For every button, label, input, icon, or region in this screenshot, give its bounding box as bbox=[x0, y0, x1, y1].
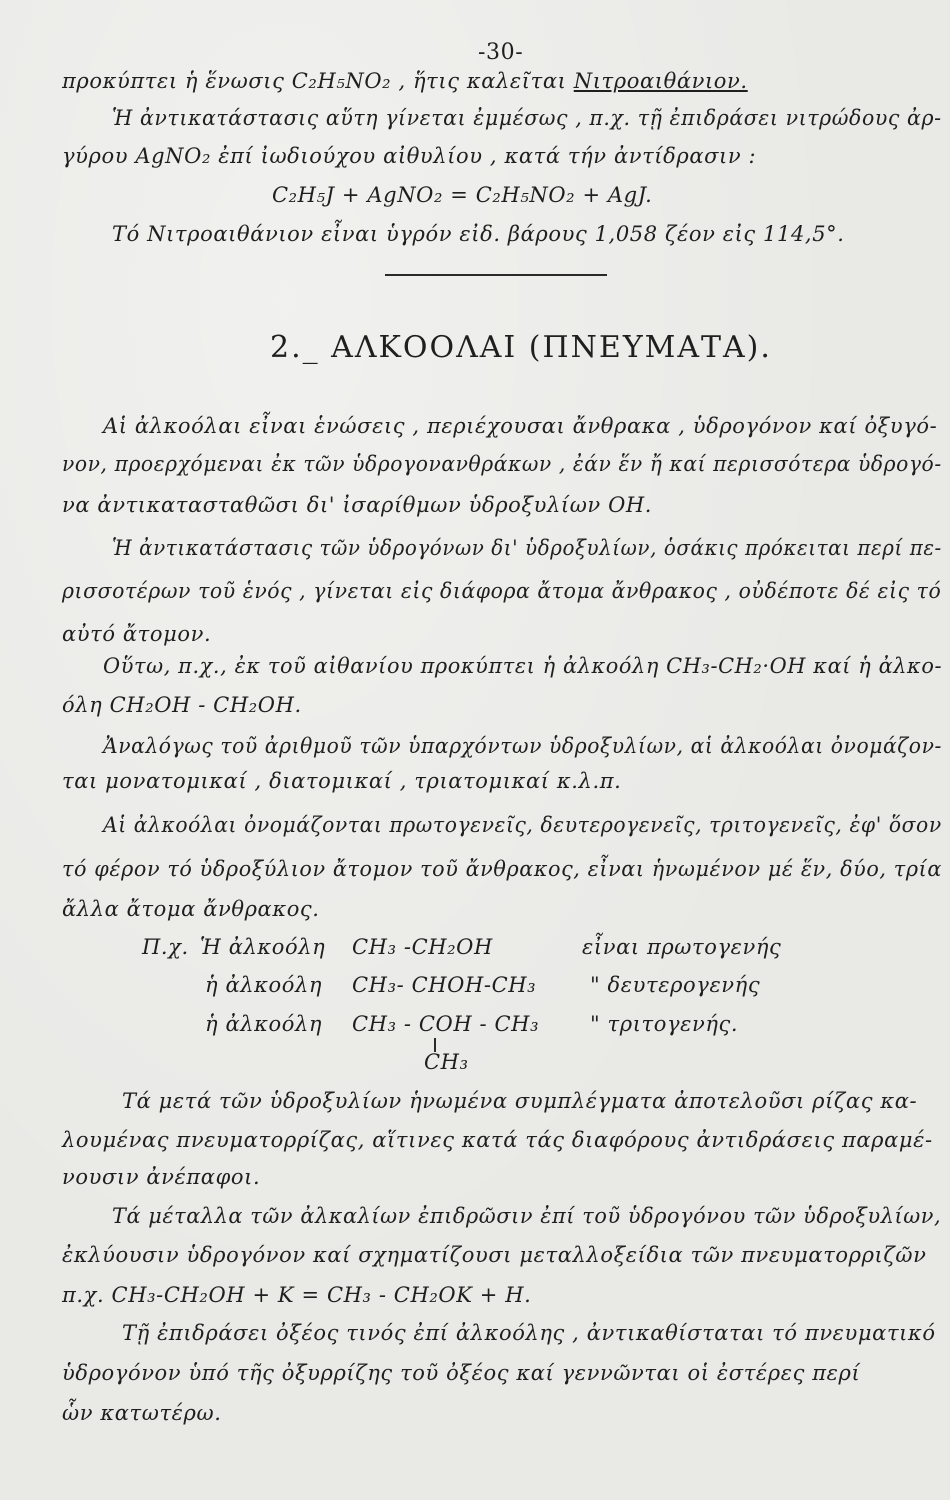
text-line: Ἡ ἀντικατάστασις αὕτη γίνεται ἐμμέσως , π.χ. τῇ ἐπιδράσει νιτρώδους ἀρ- bbox=[112, 106, 942, 130]
text-line: Αἱ ἀλκοόλαι εἶναι ἑνώσεις , περιέχουσαι ἄνθρακα , ὑδρογόνον καί ὀξυγό- bbox=[103, 414, 938, 438]
example-label: Π.χ. bbox=[142, 935, 189, 959]
text-line: Τό Νιτροαιθάνιον εἶναι ὑγρόν εἰδ. βάρους 1,058 ζέον εἰς 114,5°. bbox=[112, 222, 845, 246]
text-line: τό φέρον τό ὑδροξύλιον ἄτομον τοῦ ἄνθρακος, εἶναι ἡνωμένον μέ ἕν, δύο, τρία bbox=[62, 857, 942, 881]
text-line: Ἡ ἀντικατάστασις τῶν ὑδρογόνων δι' ὑδροξυλίων, ὁσάκις πρόκειται περί πε- bbox=[112, 536, 942, 560]
text-line: ὑδρογόνον ὑπό τῆς ὀξυρρίζης τοῦ ὀξέος καί γεννῶνται οἱ ἐστέρες περί bbox=[62, 1361, 861, 1385]
text-line: ρισσοτέρων τοῦ ἑνός , γίνεται εἰς διάφορα ἄτομα ἄνθρακος , οὐδέποτε δέ εἰς τό bbox=[62, 579, 942, 603]
text-line: όλη CH₂OH - CH₂OH. bbox=[62, 693, 302, 717]
text-line-content: προκύπτει ἡ ἕνωσις C₂H₅NO₂ , ἥτις καλεῖται bbox=[62, 69, 574, 93]
equation-line: C₂H₅J + AgNO₂ = C₂H₅NO₂ + AgJ. bbox=[272, 183, 653, 207]
example-classification: εἶναι πρωτογενής bbox=[582, 935, 782, 959]
equation-line: π.χ. CH₃-CH₂OH + K = CH₃ - CH₂OK + H. bbox=[62, 1283, 532, 1307]
text-line: αὐτό ἄτομον. bbox=[62, 622, 212, 646]
text-line: ὧν κατωτέρω. bbox=[62, 1401, 222, 1425]
text-line: νουσιν ἀνέπαφοι. bbox=[62, 1165, 261, 1189]
section-title: 2._ ΑΛΚΟΟΛΑΙ (ΠΝΕΥΜΑΤΑ). bbox=[270, 330, 772, 365]
text-line: ἄλλα ἄτομα ἄνθρακος. bbox=[62, 897, 320, 921]
example-name: Ἡ ἀλκοόλη bbox=[200, 935, 326, 959]
example-classification: " τριτογενής. bbox=[590, 1012, 739, 1036]
text-line: γύρου AgNO₂ ἐπί ἰωδιούχου αἰθυλίου , κατά τήν ἀντίδρασιν : bbox=[62, 144, 757, 168]
text-line: Οὕτω, π.χ., ἐκ τοῦ αἰθανίου προκύπτει ἡ ἀλκοόλη CH₃-CH₂·OH καί ἡ ἀλκο- bbox=[103, 654, 943, 678]
text-line: νον, προερχόμεναι ἐκ τῶν ὑδρογονανθράκων , ἐάν ἕν ἤ καί περισσότερα ὑδρογό- bbox=[62, 452, 942, 476]
horizontal-rule bbox=[385, 274, 607, 276]
example-name: ἡ ἀλκοόλη bbox=[205, 973, 323, 997]
example-formula: CH₃- CHOH-CH₃ bbox=[352, 973, 537, 997]
example-formula: CH₃ - COH - CH₃ bbox=[352, 1012, 540, 1036]
page-number: -30- bbox=[478, 40, 524, 65]
example-classification: " δευτερογενής bbox=[590, 973, 761, 997]
text-line bbox=[62, 68, 748, 94]
branch-group: CH₃ bbox=[424, 1050, 469, 1074]
text-line: Ἀναλόγως τοῦ ἀριθμοῦ τῶν ὑπαρχόντων ὑδροξυλίων, αἱ ἀλκοόλαι ὀνομάζον- bbox=[103, 734, 942, 758]
underlined-term: Νιτροαιθάνιον. bbox=[573, 69, 748, 93]
example-formula: CH₃ -CH₂OH bbox=[352, 935, 493, 959]
text-line: Αἱ ἀλκοόλαι ὀνομάζονται πρωτογενεῖς, δευτερογενεῖς, τριτογενεῖς, ἐφ' ὅσον bbox=[103, 813, 942, 837]
text-line: Τά μέταλλα τῶν ἀλκαλίων ἐπιδρῶσιν ἐπί τοῦ ὑδρογόνου τῶν ὑδροξυλίων, bbox=[112, 1204, 942, 1228]
text-line: Τῇ ἐπιδράσει ὀξέος τινός ἐπί ἀλκοόλης , ἀντικαθίσταται τό πνευματικό bbox=[122, 1321, 936, 1345]
text-line: ἐκλύουσιν ὑδρογόνον καί σχηματίζουσι μεταλλοξείδια τῶν πνευματορριζῶν bbox=[62, 1243, 927, 1267]
text-line: να ἀντικατασταθῶσι δι' ἰσαρίθμων ὑδροξυλίων OH. bbox=[62, 493, 653, 517]
text-line: Τά μετά τῶν ὑδροξυλίων ἡνωμένα συμπλέγματα ἀποτελοῦσι ρίζας κα- bbox=[122, 1089, 918, 1113]
text-line: λουμένας πνευματορρίζας, αἵτινες κατά τάς διαφόρους ἀντιδράσεις παραμέ- bbox=[62, 1128, 933, 1152]
example-name: ἡ ἀλκοόλη bbox=[205, 1012, 323, 1036]
text-line: ται μονατομικαί , διατομικαί , τριατομικαί κ.λ.π. bbox=[62, 769, 622, 793]
